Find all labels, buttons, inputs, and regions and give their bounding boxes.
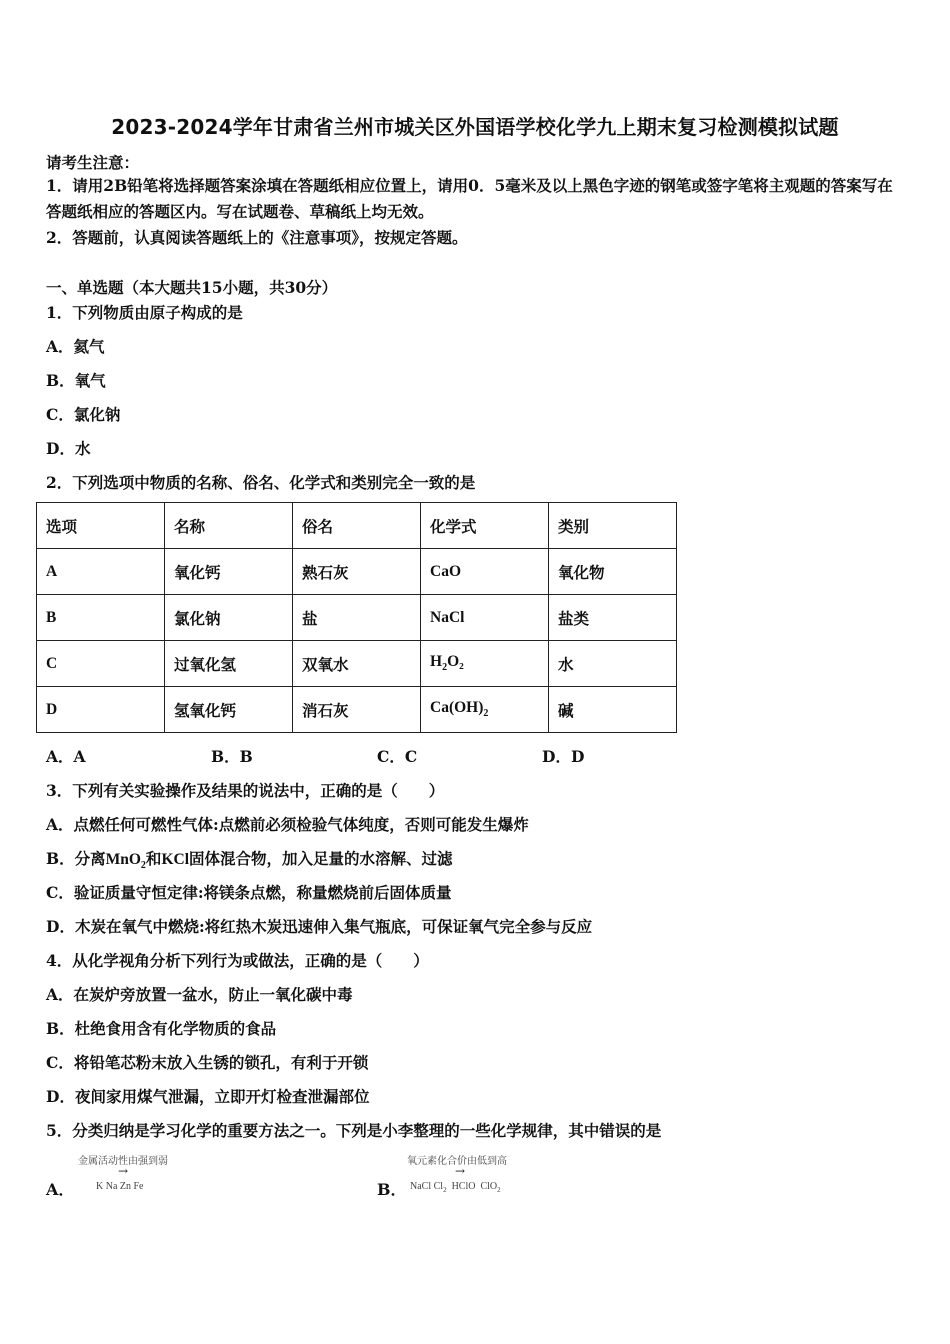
common-name-cell: 消石灰 [293,687,421,733]
q5-stem: 5．分类归纳是学习化学的重要方法之一。下列是小李整理的一些化学规律，其中错误的是 [46,1121,662,1140]
q5-a-items: K Na Zn Fe [96,1181,144,1192]
category-cell: 氧化物 [549,549,677,595]
common-name-cell: 熟石灰 [293,549,421,595]
formula-cell [421,641,549,687]
q3-option-d: D．木炭在氧气中燃烧:将红热木炭迅速伸入集气瓶底，可保证氧气完全参与反应 [46,917,593,936]
header-cell: 选项 [37,503,165,549]
q2-choice-a: A．A [46,747,86,766]
header-cell: 名称 [165,503,293,549]
q2-choice-d: D．D [542,747,585,766]
q1-option-c: C．氯化钠 [46,405,121,424]
common-name-cell: 盐 [293,595,421,641]
q3-option-a: A．点燃任何可燃性气体:点燃前必须检验气体纯度，否则可能发生爆炸 [46,815,529,834]
common-name-cell: 双氧水 [293,641,421,687]
q4-option-d: D．夜间家用煤气泄漏，立即开灯检查泄漏部位 [46,1087,370,1106]
notice-item-1: 1．请用2B铅笔将选择题答案涂填在答题纸相应位置上，请用0．5毫米及以上黑色字迹的钢笔或签字笔将主观题的答案写在答题纸相应的答题区内。写在试题卷、草稿纸上均无效。 [46,176,893,221]
q5-option-b-label: B． [377,1180,407,1199]
q3-b-subscript: 2 [140,860,146,872]
page-title: 2023-2024学年甘肃省兰州市城关区外国语学校化学九上期末复习检测模拟试题 [111,115,839,139]
notice-header: 请考生注意： [46,153,140,172]
arrow-right-icon: → [118,1164,129,1178]
q2-choice-c: C．C [377,747,418,766]
header-cell: 类别 [549,503,677,549]
q5-b-items-2: HClO ClO [446,1181,498,1192]
q5-b-subscript-2: 2 [497,1186,501,1194]
category-cell: 盐类 [549,595,677,641]
q4-option-b: B．杜绝食用含有化学物质的食品 [46,1019,277,1038]
q2-choice-b: B．B [211,747,253,766]
name-cell: 氧化钙 [165,549,293,595]
q1-option-d: D．水 [46,439,91,458]
header-cell: 化学式 [421,503,549,549]
q3-b-prefix: B．分离 [46,849,106,868]
formula-text: Ca(OH) [430,699,484,717]
q3-b-and: 和 [145,849,162,868]
formula-cell [421,687,549,733]
name-cell: 氯化钠 [165,595,293,641]
option-cell: B [37,595,165,641]
option-cell: D [37,687,165,733]
arrow-right-icon: → [455,1164,466,1178]
q4-option-c: C．将铅笔芯粉末放入生锈的锁孔，有利于开锁 [46,1053,369,1072]
q3-option-c: C．验证质量守恒定律:将镁条点燃，称量燃烧前后固体质量 [46,883,452,902]
header-cell: 俗名 [293,503,421,549]
name-cell: 过氧化氢 [165,641,293,687]
option-cell: A [37,549,165,595]
q4-stem: 4．从化学视角分析下列行为或做法，正确的是（ ） [46,951,429,970]
formula-subscript: 2 [442,662,448,674]
table-row [37,641,677,687]
q1-stem: 1．下列物质由原子构成的是 [46,303,243,322]
q2-stem: 2．下列选项中物质的名称、俗名、化学式和类别完全一致的是 [46,473,476,492]
q5-b-items-1: NaCl Cl [410,1181,444,1192]
table-row [37,595,677,641]
table-header-row [37,503,677,549]
q3-stem: 3．下列有关实验操作及结果的说法中，正确的是（ ） [46,781,445,800]
q5-b-caption: 氧元素化合价由低到高 [407,1156,507,1167]
table-row [37,687,677,733]
formula-cell: CaO [421,549,549,595]
q5-option-a-label: A． [46,1180,75,1199]
q1-option-b: B．氧气 [46,371,106,390]
q5-b-items [410,1181,501,1194]
section-heading: 一、单选题（本大题共15小题，共30分） [46,278,338,297]
category-cell: 水 [549,641,677,687]
q3-b-suffix: 固体混合物，加入足量的水溶解、过滤 [189,849,453,868]
name-cell: 氢氧化钙 [165,687,293,733]
formula-cell: NaCl [421,595,549,641]
q5-b-subscript: 2 [443,1186,447,1194]
category-cell: 碱 [549,687,677,733]
formula-subscript: 2 [483,708,489,720]
table-row [37,549,677,595]
q3-b-chem: MnO [105,851,141,868]
q4-option-a: A．在炭炉旁放置一盆水，防止一氧化碳中毒 [46,985,353,1004]
q3-b-chem2: KCl [161,851,189,868]
notice-item-2: 2．答题前，认真阅读答题纸上的《注意事项》，按规定答题。 [46,228,468,247]
q2-table [36,502,677,733]
formula-text-end: O₂ [447,653,464,671]
q1-option-a: A．氦气 [46,337,105,356]
option-cell: C [37,641,165,687]
q5-a-caption: 金属活动性由强到弱 [78,1156,168,1167]
q3-option-b [46,847,453,871]
formula-text: H [430,653,443,671]
